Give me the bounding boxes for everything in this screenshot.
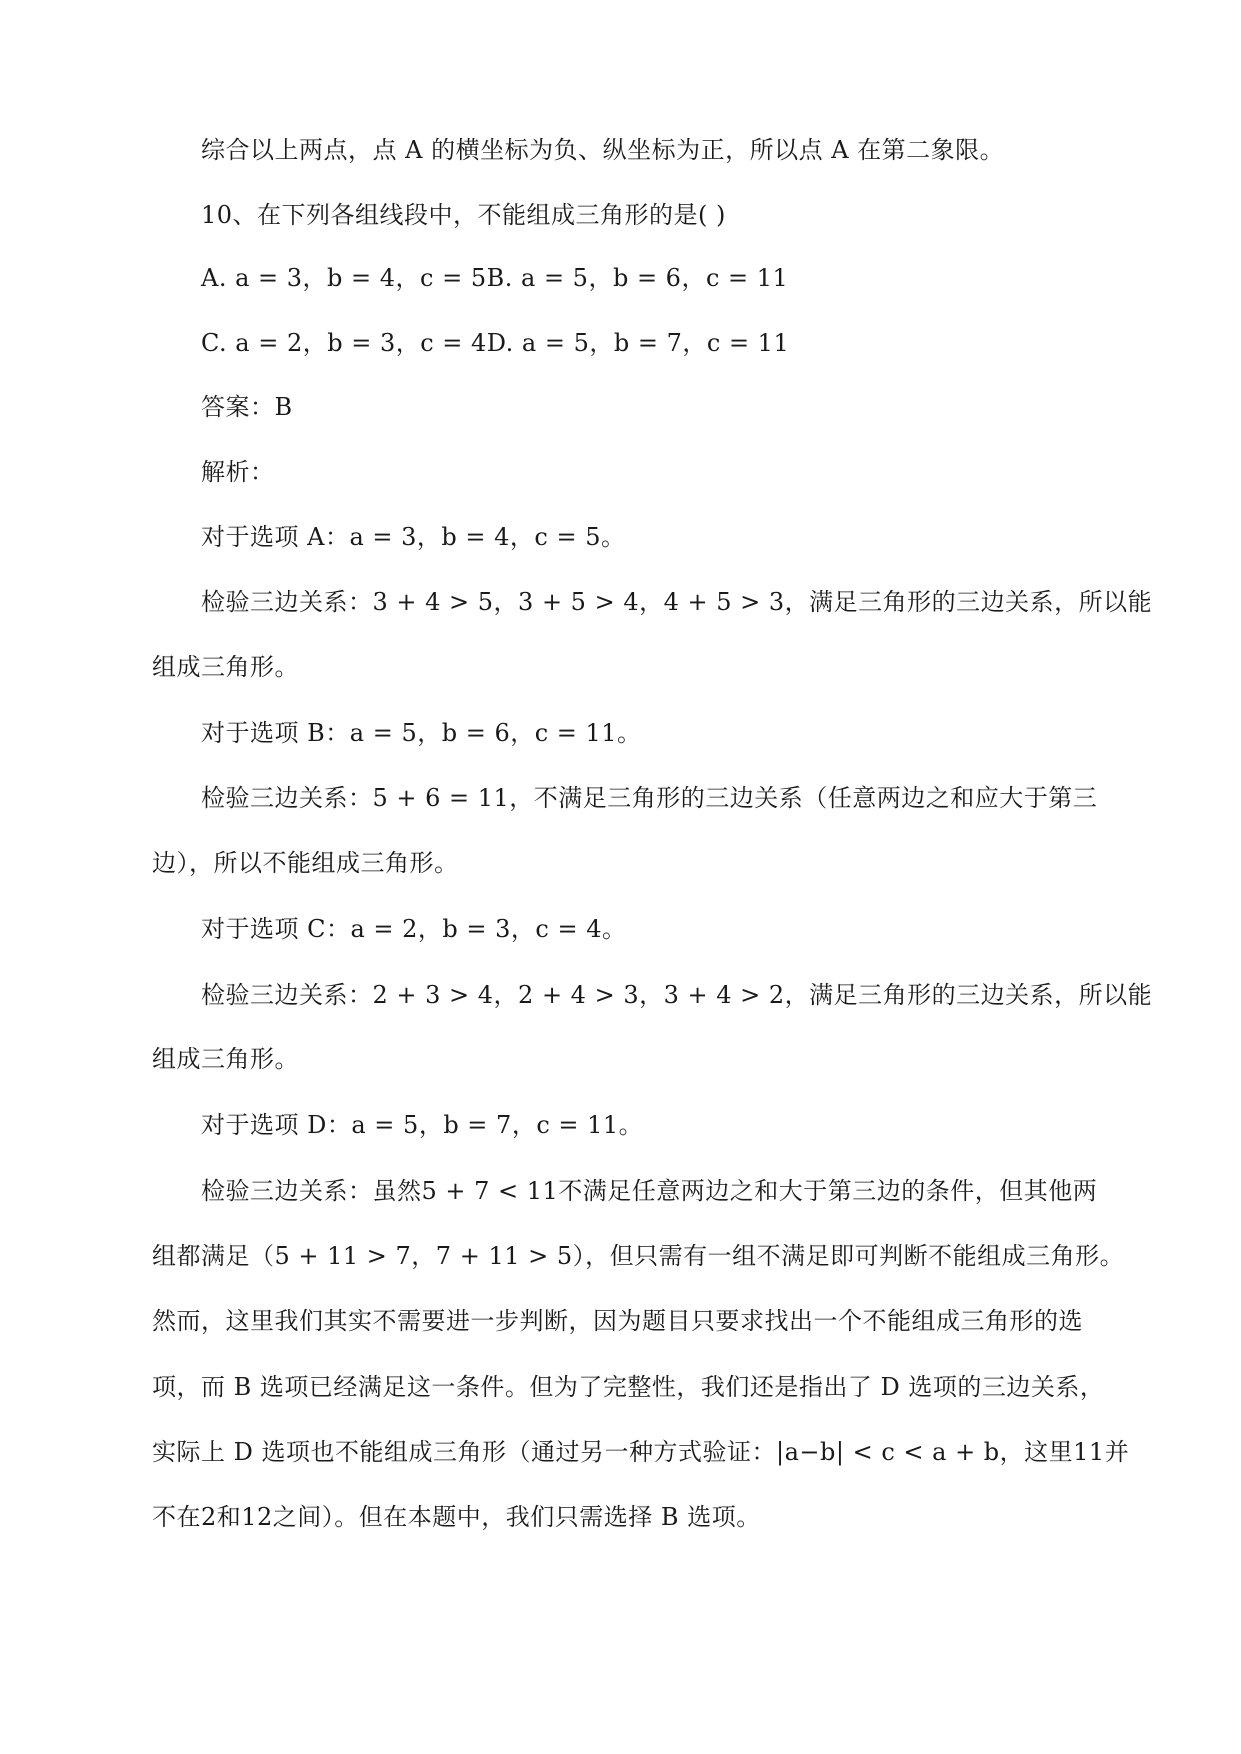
paragraph-line: 综合以上两点，点 A 的横坐标为负、纵坐标为正，所以点 A 在第二象限。: [201, 136, 1005, 164]
option-line-cd: C. a = 2，b = 3，c = 4D. a = 5，b = 7，c = 11: [201, 329, 790, 357]
paragraph-line: 对于选项 C：a = 2，b = 3，c = 4。: [201, 915, 627, 943]
paragraph-line: 然而，这里我们其实不需要进一步判断，因为题目只要求找出一个不能组成三角形的选: [152, 1307, 1083, 1335]
answer-line: 答案：B: [201, 393, 293, 421]
paragraph-line: 组成三角形。: [152, 653, 299, 681]
paragraph-line: 对于选项 A：a = 3，b = 4，c = 5。: [201, 523, 626, 551]
paragraph-line: 检验三边关系：3 + 4 > 5，3 + 5 > 4，4 + 5 > 3，满足三角形的三边关系，所以能: [201, 588, 1153, 616]
analysis-heading: 解析：: [201, 458, 275, 486]
paragraph-line: 组成三角形。: [152, 1045, 299, 1073]
paragraph-line: 不在2和12之间）。但在本题中，我们只需选择 B 选项。: [152, 1503, 761, 1531]
option-line-ab: A. a = 3，b = 4，c = 5B. a = 5，b = 6，c = 11: [201, 264, 789, 292]
paragraph-line: 检验三边关系：虽然5 + 7 < 11不满足任意两边之和大于第三边的条件，但其他两: [201, 1177, 1098, 1205]
paragraph-line: 检验三边关系：5 + 6 = 11，不满足三角形的三边关系（任意两边之和应大于第三: [201, 784, 1098, 812]
paragraph-line: 对于选项 D：a = 5，b = 7，c = 11。: [201, 1111, 644, 1139]
paragraph-line: 边），所以不能组成三角形。: [152, 849, 459, 877]
question-title: 10、在下列各组线段中，不能组成三角形的是( ): [201, 201, 726, 229]
paragraph-line: 组都满足（5 + 11 > 7，7 + 11 > 5），但只需有一组不满足即可判断不能组成三角形。: [152, 1242, 1125, 1270]
paragraph-line: 项，而 B 选项已经满足这一条件。但为了完整性，我们还是指出了 D 选项的三边关系，: [152, 1373, 1105, 1401]
paragraph-line: 对于选项 B：a = 5，b = 6，c = 11。: [201, 719, 642, 747]
paragraph-line: 检验三边关系：2 + 3 > 4，2 + 4 > 3，3 + 4 > 2，满足三角形的三边关系，所以能: [201, 981, 1153, 1009]
paragraph-line: 实际上 D 选项也不能组成三角形（通过另一种方式验证：|a−b| < c < a + b，这里11并: [152, 1438, 1130, 1466]
